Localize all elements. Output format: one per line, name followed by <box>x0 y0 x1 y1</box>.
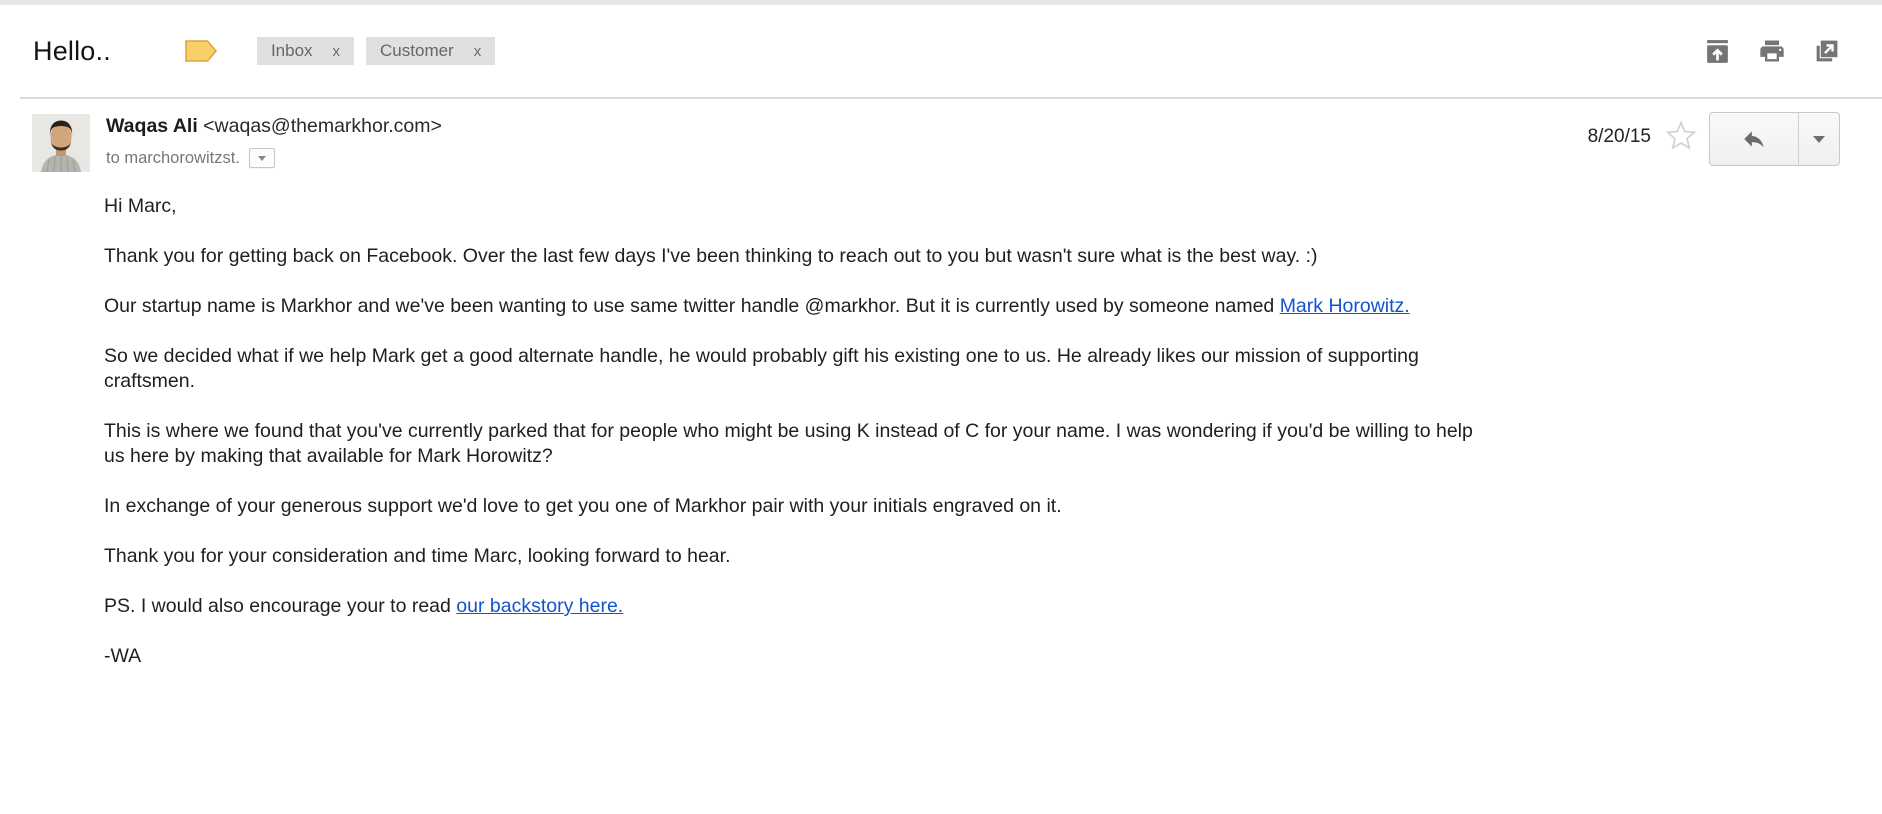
email-paragraph <box>104 244 1496 269</box>
paragraph-text: Thank you for your consideration and time Marc, looking forward to hear. <box>104 545 731 567</box>
label-chip-text: Customer <box>380 41 454 60</box>
reply-icon <box>1739 126 1769 152</box>
sender-block <box>106 112 442 168</box>
print-icon[interactable] <box>1757 37 1787 65</box>
message-toolbar <box>1704 37 1840 65</box>
email-paragraph <box>104 344 1496 394</box>
show-details-button[interactable] <box>249 148 275 168</box>
paragraph-text: PS. I would also encourage your to read <box>104 595 457 617</box>
subject-row <box>0 5 1882 97</box>
label-chip-inbox[interactable] <box>257 37 354 65</box>
email-signature <box>104 644 1496 669</box>
backstory-link[interactable]: our backstory here. <box>456 595 624 617</box>
sender-line <box>106 115 442 138</box>
reply-button[interactable] <box>1710 113 1799 165</box>
more-options-button[interactable] <box>1799 113 1839 165</box>
label-chip-text: Inbox <box>270 41 313 60</box>
paragraph-text: Hi Marc, <box>104 195 177 217</box>
email-paragraph <box>104 294 1496 319</box>
email-paragraph <box>104 494 1496 519</box>
open-in-new-icon[interactable] <box>1813 38 1840 65</box>
remove-label-icon[interactable]: x <box>332 42 341 60</box>
recipient-text: to marchorowitzst. <box>106 148 240 167</box>
message-header <box>0 99 1882 172</box>
paragraph-text: So we decided what if we help Mark get a good alternate handle, he would probably gift his existing one to us. He already likes our mission of supporting craftsmen. <box>104 345 1419 392</box>
remove-label-icon[interactable]: x <box>473 42 482 60</box>
paragraph-text: In exchange of your generous support we'd love to get you one of Markhor pair with your initials engraved on it. <box>104 495 1062 517</box>
paragraph-text: Thank you for getting back on Facebook. Over the last few days I've been thinking to reach out to you but wasn't sure what is the best way. :) <box>104 245 1318 267</box>
sender-avatar <box>32 114 90 172</box>
message-date: 8/20/15 <box>1587 126 1651 147</box>
chevron-down-icon <box>1813 136 1825 143</box>
label-chip-customer[interactable] <box>366 37 495 65</box>
label-tag-icon <box>185 40 217 62</box>
chevron-down-icon <box>258 156 266 161</box>
label-chips <box>257 37 495 65</box>
reply-button-group <box>1709 112 1840 166</box>
sender-name: Waqas Ali <box>106 115 198 137</box>
paragraph-text: Our startup name is Markhor and we've been wanting to use same twitter handle @markhor. But it is currently used by someone named <box>104 295 1280 317</box>
email-paragraph <box>104 594 1496 619</box>
paragraph-text: -WA <box>104 645 142 667</box>
recipient-line <box>106 148 442 168</box>
mark-horowitz-link[interactable]: Mark Horowitz. <box>1279 295 1410 317</box>
paragraph-text: This is where we found that you've currently parked that for people who might be using K instead of C for your name. I was wondering if you'd be willing to help us here by making that available for Mark Horowitz? <box>104 420 1473 467</box>
email-paragraph <box>104 544 1496 569</box>
email-paragraph <box>104 419 1496 469</box>
sender-email: <waqas@themarkhor.com> <box>203 115 442 137</box>
message-header-right <box>1588 112 1840 166</box>
email-paragraph <box>104 194 1496 219</box>
email-subject: Hello.. <box>33 35 111 66</box>
upload-icon[interactable] <box>1704 38 1731 65</box>
star-icon[interactable] <box>1665 120 1697 157</box>
message-body <box>0 172 1496 669</box>
